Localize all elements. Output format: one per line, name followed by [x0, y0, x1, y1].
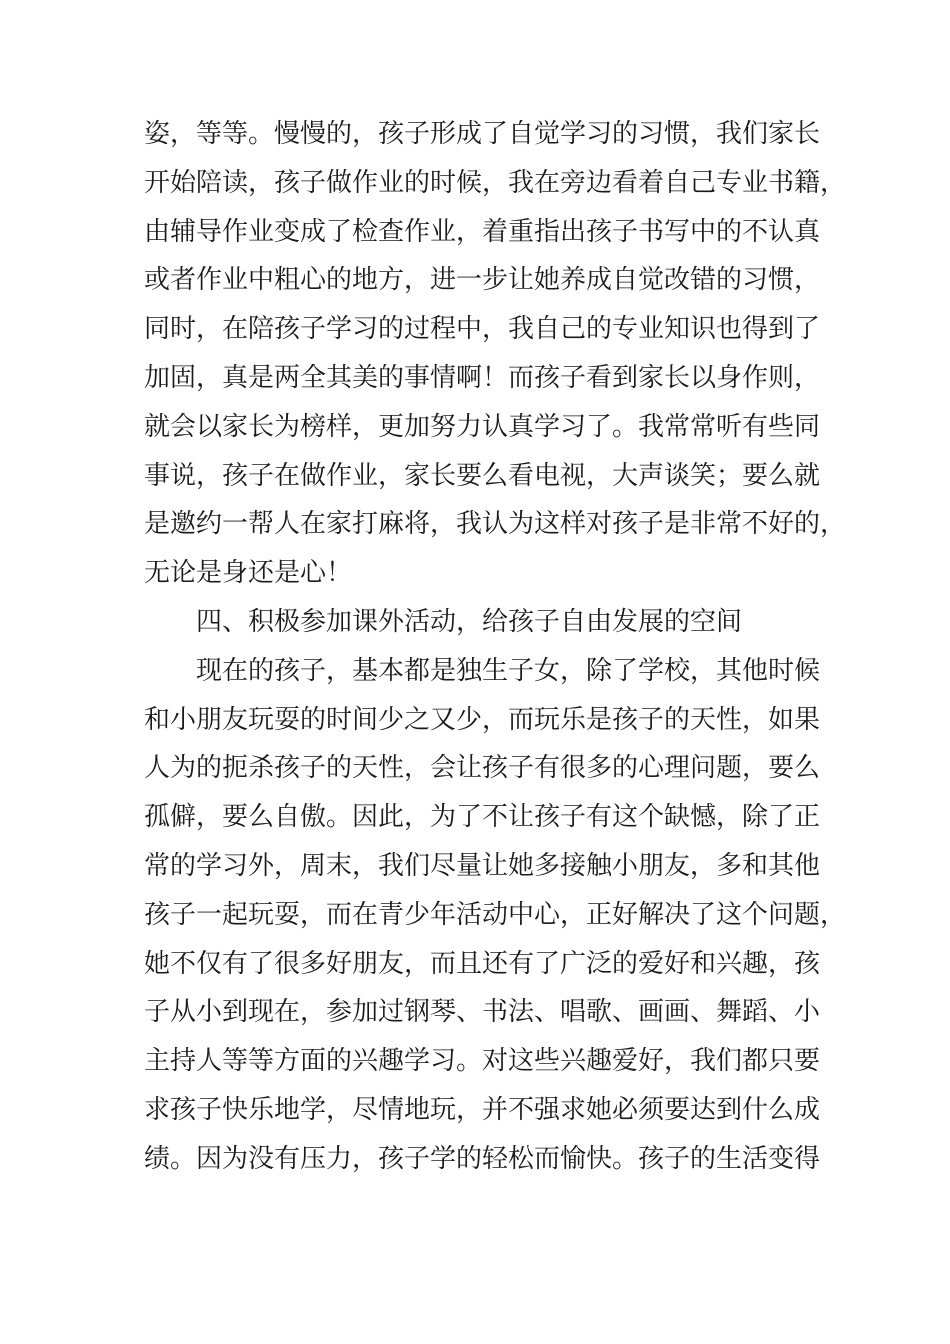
text-line: 就会以家长为榜样，更加努力认真学习了。我常常听有些同	[144, 411, 821, 442]
text-line: 或者作业中粗心的地方，进一步让她养成自觉改错的习惯，	[144, 265, 821, 296]
text-line: 主持人等等方面的兴趣学习。对这些兴趣爱好，我们都只要	[144, 1046, 821, 1077]
document-body	[144, 110, 847, 1184]
text-line: 由辅导作业变成了检查作业，着重指出孩子书写中的不认真	[144, 216, 821, 247]
text-line: 子从小到现在，参加过钢琴、书法、唱歌、画画、舞蹈、小	[144, 997, 821, 1028]
text-line: 和小朋友玩耍的时间少之又少，而玩乐是孩子的天性，如果	[144, 704, 821, 735]
paragraph-first-line: 四、积极参加课外活动，给孩子自由发展的空间	[196, 606, 743, 637]
text-line: 开始陪读，孩子做作业的时候，我在旁边看着自己专业书籍，	[144, 167, 847, 198]
paragraph-first-line: 现在的孩子，基本都是独生子女，除了学校，其他时候	[196, 655, 821, 686]
text-line: 加固，真是两全其美的事情啊！而孩子看到家长以身作则，	[144, 362, 821, 393]
text-line: 常的学习外，周末，我们尽量让她多接触小朋友，多和其他	[144, 850, 821, 881]
text-line: 求孩子快乐地学，尽情地玩，并不强求她必须要达到什么成	[144, 1094, 821, 1125]
text-line: 孤僻，要么自傲。因此，为了不让孩子有这个缺憾，除了正	[144, 802, 821, 833]
text-line: 无论是身还是心！	[144, 558, 353, 589]
text-line: 姿，等等。慢慢的，孩子形成了自觉学习的习惯，我们家长	[144, 119, 821, 149]
text-line: 她不仅有了很多好朋友，而且还有了广泛的爱好和兴趣，孩	[144, 948, 821, 979]
text-line: 绩。因为没有压力，孩子学的轻松而愉快。孩子的生活变得	[144, 1143, 821, 1174]
text-line: 人为的扼杀孩子的天性，会让孩子有很多的心理问题，要么	[144, 753, 821, 784]
text-line: 孩子一起玩耍，而在青少年活动中心，正好解决了这个问题，	[144, 899, 847, 930]
text-line: 是邀约一帮人在家打麻将，我认为这样对孩子是非常不好的，	[144, 509, 847, 540]
text-line: 同时，在陪孩子学习的过程中，我自己的专业知识也得到了	[144, 314, 821, 345]
text-line: 事说，孩子在做作业，家长要么看电视，大声谈笑；要么就	[144, 460, 821, 491]
